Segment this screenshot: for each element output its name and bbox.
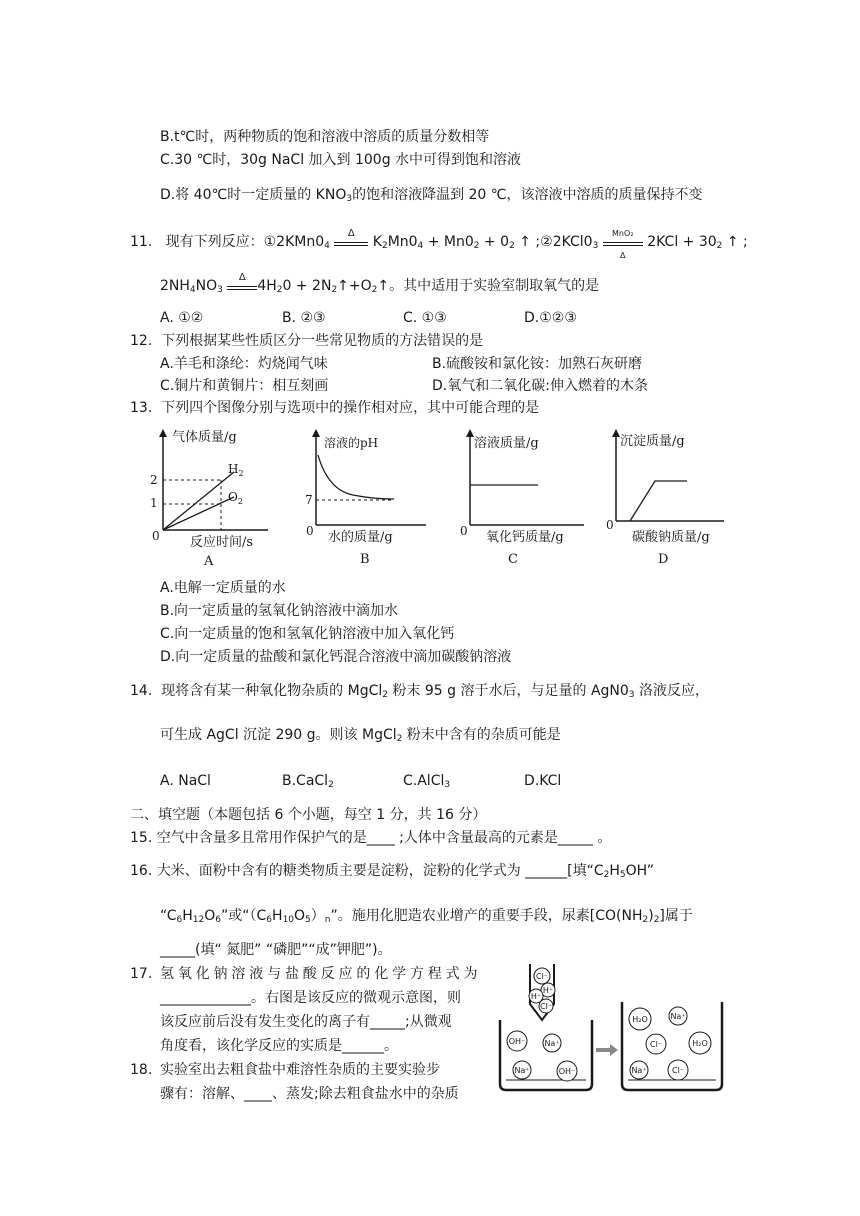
q11-option-d: D.①②③ [524, 310, 577, 326]
graph-a-origin: 0 [152, 529, 160, 543]
q12-option-d: D.氧气和二氧化碳:伸入燃着的木条 [432, 378, 648, 394]
svg-text:O2: $O_2$ [228, 490, 243, 506]
dropper-ion-1: Cl⁻ [535, 972, 549, 981]
q13-option-a: A.电解一定质量的水 [160, 580, 286, 596]
q11-line1: 11. 现有下列反应：$①2KMn0_4$ Δ $K_2Mn0_4 + Mn0_2 + 0_2$ ↑ ;②2KCl03 MnO₂ Δ $2KCl + 30_2$ ↑ ; [130, 228, 748, 260]
left-ion-1: OH⁻ [508, 1037, 526, 1046]
graph-a-h2-line [163, 472, 234, 530]
q11-option-c: C. ①③ [403, 310, 447, 326]
q14-option-c: C.AlCl$_3$ [403, 773, 451, 790]
graph-a-tick-1: 1 [150, 496, 158, 510]
q13-option-d: D.向一定质量的盐酸和氯化钙混合溶液中滴加碳酸钠溶液 [160, 649, 512, 665]
q13-stem: 13. 下列四个图像分别与选项中的操作相对应，其中可能合理的是 [130, 400, 540, 416]
q18-line1: 实验室出去粗食盐中难溶性杂质的主要实验步 [160, 1062, 440, 1078]
graph-a [138, 425, 278, 573]
graph-d-origin: 0 [606, 518, 614, 532]
q12-option-b: B.硫酸铵和氯化铵：加熟石灰研磨 [432, 356, 643, 372]
right-ion-5: Na⁺ [631, 1066, 647, 1075]
q14-option-a: A. NaCl [160, 773, 211, 789]
graph-b-letter: B [360, 552, 370, 567]
graph-b [298, 425, 438, 573]
graph-a-ylabel: 气体质量/g [172, 430, 237, 445]
graph-b-tick-7: 7 [305, 493, 313, 507]
graph-c [452, 425, 592, 573]
q11-eq1-condition: Δ [334, 234, 368, 246]
q17-line4: 角度看，该化学反应的实质是______。 [160, 1038, 398, 1054]
q17-line1: 氢 氧 化 钠 溶 液 与 盐 酸 反 应 的 化 学 方 程 式 为 [160, 966, 478, 982]
graph-d-xlabel: 碳酸钠质量/g [632, 530, 710, 545]
q10-option-b: B.t℃时，两种物质的饱和溶液中溶质的质量分数相等 [160, 129, 490, 145]
q13-option-b: B.向一定质量的氢氧化钠溶液中滴加水 [160, 603, 399, 619]
q11-option-b: B. ②③ [282, 310, 326, 326]
right-ion-6: Cl⁻ [671, 1066, 685, 1075]
q12-option-a: A.羊毛和涤纶：灼烧闻气味 [160, 356, 328, 372]
graph-c-ylabel: 溶液质量/g [474, 436, 539, 451]
q17-line2: _____________。右图是该反应的微观示意图，则 [160, 990, 461, 1006]
q14-option-b: B.CaCl$_2$ [282, 773, 334, 790]
q12-stem: 12. 下列根据某些性质区分一些常见物质的方法错误的是 [130, 333, 484, 349]
q18-line2: 骤有：溶解、____、蒸发;除去粗食盐水中的杂质 [160, 1086, 459, 1102]
q17-line3: 该反应前后没有发生变化的离子有_____;从微观 [160, 1014, 452, 1030]
q10-option-c: C.30 ℃时，30g NaCl 加入到 100g 水中可得到饱和溶液 [160, 152, 522, 168]
q13-option-c: C.向一定质量的饱和氢氧化钠溶液中加入氧化钙 [160, 626, 455, 642]
graph-a-xlabel: 反应时间/s [190, 535, 254, 550]
q16-line3: _____(填“ 氮肥” “磷肥”“成”钾肥”)。 [160, 942, 392, 958]
graph-b-curve [318, 455, 394, 499]
q10-option-d: D.将 40℃时一定质量的 $KNO_3$的饱和溶液降温到 20 ℃，该溶液中溶质的质量保持不变 [160, 187, 703, 204]
graph-d-line [630, 481, 687, 521]
section-two-heading: 二、填空题（本题包括 6 个小题，每空 1 分，共 16 分） [130, 807, 487, 823]
q11-number: 11. [130, 234, 153, 250]
q14-line2: 可生成 AgCl 沉淀 290 g。则该 MgCl$_2$ 粉末中含有的杂质可能是 [160, 727, 561, 744]
q16-line1: 16. 大米、面粉中含有的糖类物质主要是淀粉，淀粉的化学式为 ______[填“$C_2H_5OH$” [130, 863, 655, 880]
graph-b-xlabel: 水的质量/g [328, 530, 393, 545]
q11-line2: $2NH_4NO_3$ Δ $4H_20$ + $2N_2↑+O_2↑$。其中适用于实验室制取氧气的是 [160, 272, 600, 295]
reaction-micro-diagram [492, 962, 732, 1094]
graph-a-o2-line [163, 497, 234, 530]
q11-eq3-condition: Δ [227, 278, 257, 290]
dropper-ion-4: Cl⁻ [539, 1002, 553, 1011]
graph-c-origin: 0 [460, 524, 468, 538]
graph-c-letter: C [508, 552, 518, 567]
dropper-ion-3: H⁺ [530, 992, 542, 1001]
graph-b-origin: 0 [306, 524, 314, 538]
svg-text:H2: $H_2$ [228, 462, 244, 478]
left-ion-4: OH⁻ [558, 1067, 576, 1076]
q18-number: 18. [130, 1062, 153, 1078]
graph-d-letter: D [658, 552, 669, 567]
left-ion-3: Na⁺ [514, 1066, 530, 1075]
q14-option-d: D.KCl [524, 773, 562, 789]
q14-line1: 14. 现将含有某一种氧化物杂质的 MgCl$_2$ 粉末 95 g 溶于水后，与足量的 $AgN0_3$ 洛液反应， [130, 683, 709, 700]
graph-a-letter: A [204, 554, 214, 569]
graph-a-tick-2: 2 [150, 473, 158, 487]
graph-c-xlabel: 氧化钙质量/g [486, 530, 564, 545]
right-ion-3: Cl⁻ [649, 1040, 663, 1049]
q12-option-c: C.铜片和黄铜片：相互刻画 [160, 378, 329, 394]
graph-d [600, 425, 730, 573]
graph-b-ylabel: 溶液的pH [324, 436, 379, 450]
q16-line2: “$C_6H_{12}O_6$”或“$(C_6H_{10}O_5)_n$”。施用化肥造农业增产的重要手段，尿素$[CO(NH_2)_2]$属于 [160, 908, 693, 925]
right-ion-1: H₂O [632, 1015, 648, 1024]
graph-d-ylabel: 沉淀质量/g [620, 434, 685, 449]
right-ion-4: H₂O [692, 1039, 708, 1048]
q11-option-a: A. ①② [160, 310, 204, 326]
dropper-ion-2: H⁺ [542, 986, 554, 995]
right-ion-2: Na⁺ [670, 1012, 686, 1021]
q15: 15. 空气中含量多且常用作保护气的是____ ;人体中含量最高的元素是_____ 。 [130, 830, 612, 846]
left-ion-2: Na⁺ [544, 1039, 560, 1048]
q17-number: 17. [130, 966, 153, 982]
q11-eq2-condition: MnO₂ Δ [603, 236, 643, 246]
